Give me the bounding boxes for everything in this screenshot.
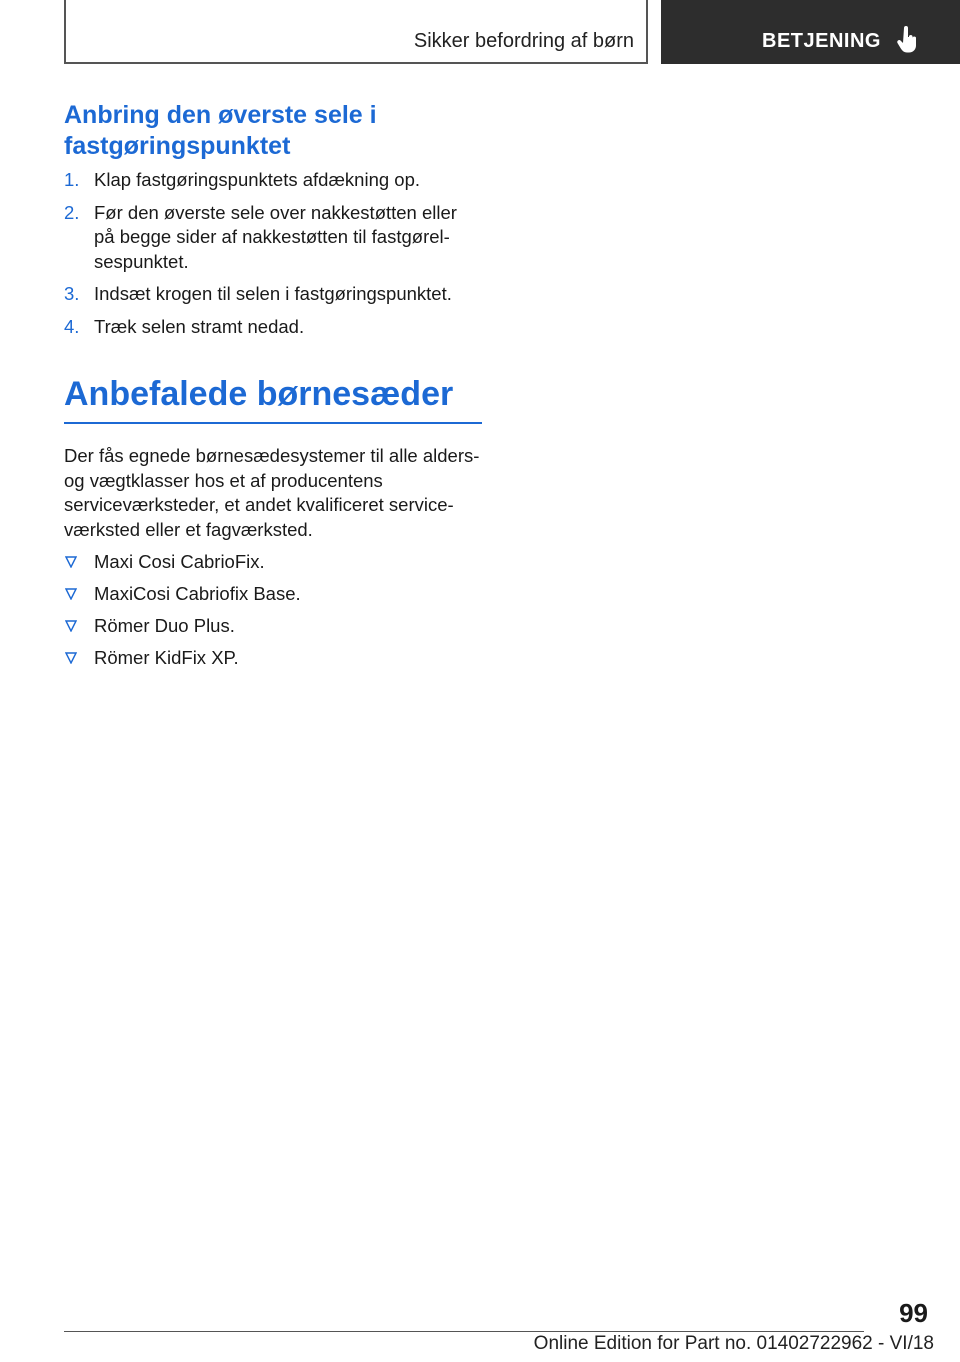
step-item [64, 282, 482, 307]
triangle-bullet-icon [65, 556, 77, 568]
step-item [64, 201, 482, 275]
main-content [64, 100, 482, 678]
list-item-text: MaxiCosi Cabriofix Base. [94, 583, 301, 604]
section-intro: Der fås egnede børnesædesystemer til alle alders- og vægtklasser hos et af producentens serviceværksteder, et andet kvalificeret serviceværksted eller et fagværksted. [64, 445, 480, 540]
step-number: 2. [64, 201, 80, 223]
triangle-bullet-icon [65, 620, 77, 632]
header-section-box [64, 0, 648, 64]
list-item [64, 550, 482, 575]
list-item [64, 646, 482, 671]
step-item [64, 168, 482, 193]
list-item-text: Römer KidFix XP. [94, 647, 239, 668]
step-number: 3. [64, 283, 80, 304]
footer-divider [64, 1331, 864, 1332]
steps-list [64, 168, 482, 339]
pointing-hand-icon [897, 26, 919, 54]
header-chapter-tab[interactable] [661, 0, 960, 64]
list-item-text: Maxi Cosi CabrioFix. [94, 551, 265, 572]
step-text: Indsæt krogen til selen i fastgøringspunktet. [94, 283, 452, 304]
seat-list [64, 550, 482, 671]
header-chapter-label: BETJENING [762, 30, 881, 52]
list-item [64, 614, 482, 639]
header-section-title: Sikker befordring af børn [413, 30, 634, 52]
footer-edition: Online Edition for Part no. 01402722962 - VI/18 [533, 1333, 934, 1354]
step-item [64, 315, 482, 340]
section-title: Anbefalede børnesæder [64, 372, 482, 424]
step-number: 1. [64, 169, 80, 190]
triangle-bullet-icon [65, 588, 77, 600]
list-item-text: Römer Duo Plus. [94, 615, 235, 636]
step-text: Før den øverste sele over nakkestøtten eller på begge sider af nakkestøtten til fastgørelsespunktet. [94, 201, 457, 272]
triangle-bullet-icon [65, 652, 77, 664]
page-number: 99 [899, 1298, 928, 1328]
step-text: Træk selen stramt nedad. [94, 315, 305, 337]
step-text: Klap fastgøringspunktets afdækning op. [94, 169, 420, 190]
list-item [64, 582, 482, 607]
subsection-title: Anbring den øverste sele i fastgøringspunktet [64, 101, 377, 160]
step-number: 4. [64, 315, 80, 337]
